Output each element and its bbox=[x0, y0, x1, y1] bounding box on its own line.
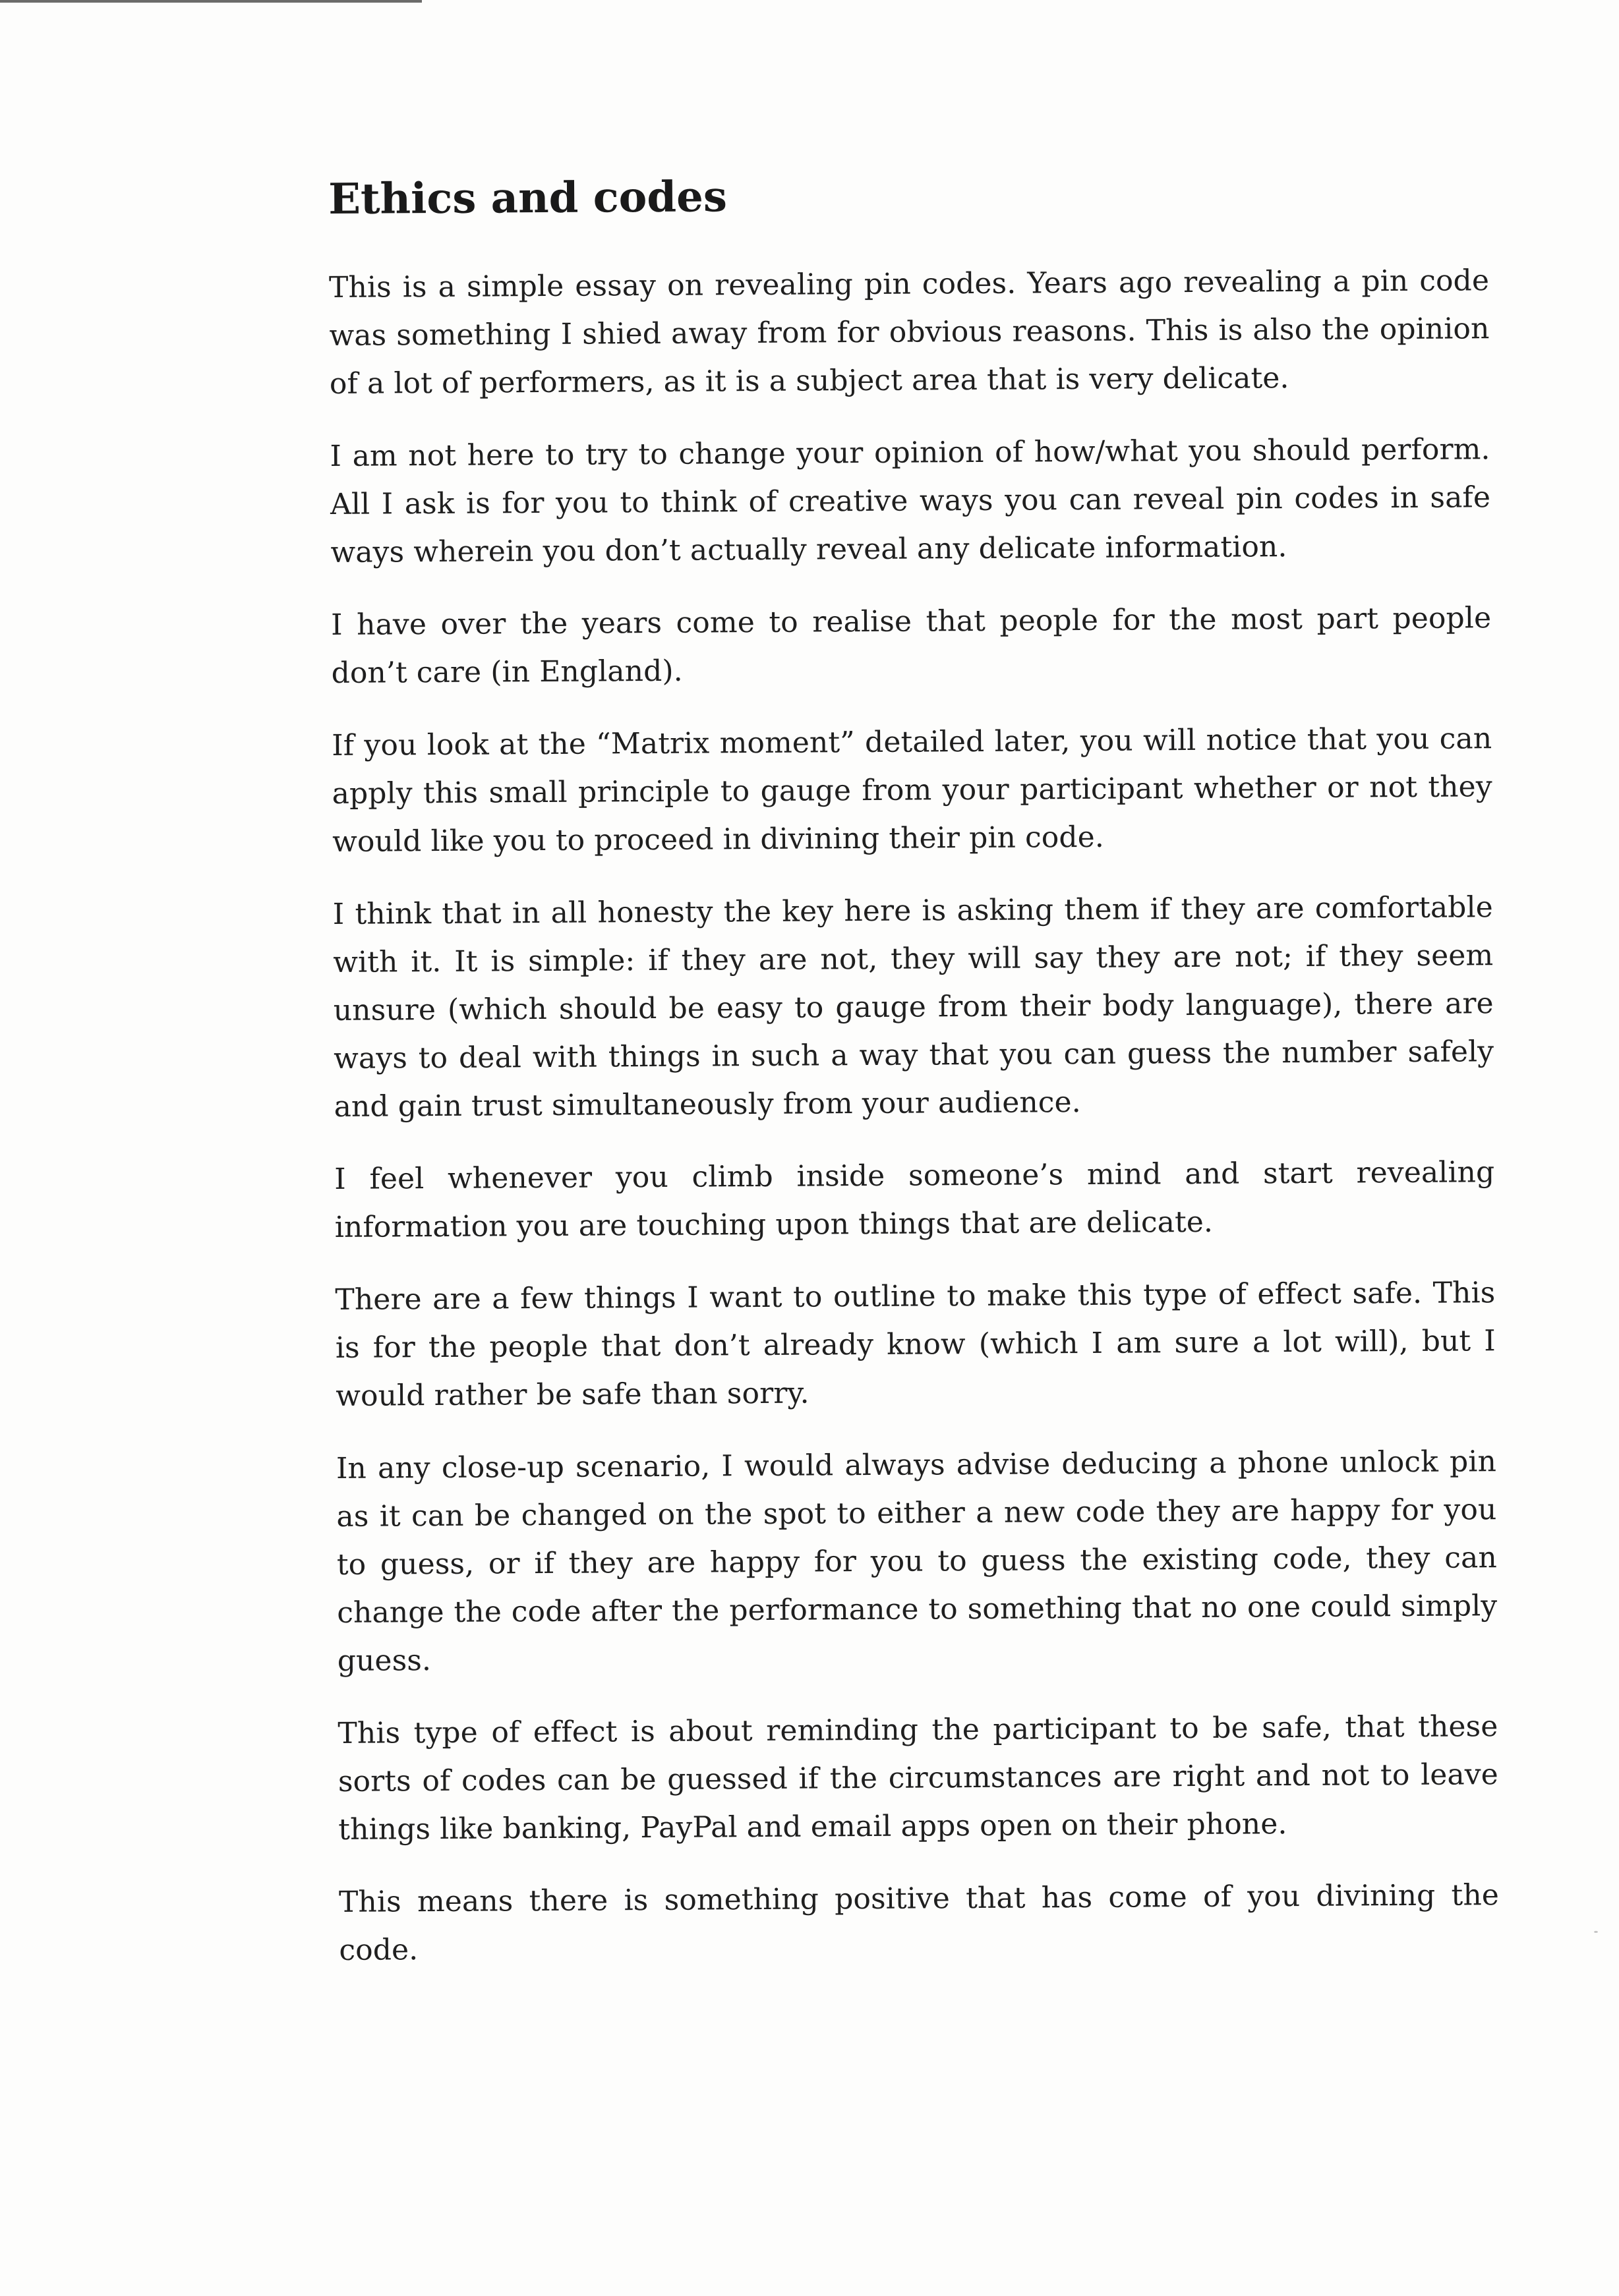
paragraph-10: This means there is something positive that has come of you divining the code. bbox=[338, 1878, 1500, 1968]
paragraph-6: I feel whenever you climb inside someone’s mind and start revealing information you are touching upon things that are delicate. bbox=[334, 1155, 1495, 1245]
document-body bbox=[328, 169, 1500, 1999]
paragraph-9: This type of effect is about reminding the participant to be safe, that these sorts of codes can be guessed if the circumstances are right and not to leave things like banking, PayPal and email apps open on their phone. bbox=[338, 1709, 1499, 1847]
paragraph-5: I think that in all honesty the key here is asking them if they are comfortable with it. It is simple: if they are not, they will say they are not; if they seem unsure (which should be easy to gauge from their body language), there are ways to deal with things in such a way that you can guess the number safely and gain trust simultaneously from your audience. bbox=[332, 890, 1494, 1124]
page-title: Ethics and codes bbox=[328, 172, 728, 224]
paragraph-2: I am not here to try to change your opinion of how/what you should perform. All I ask is for you to think of creative ways you can reveal pin codes in safe ways wherein you don’t actually reveal any delicate information. bbox=[330, 432, 1491, 570]
paragraph-8: In any close-up scenario, I would always advise deducing a phone unlock pin as it can be changed on the spot to either a new code they are happy for you to guess, or if they are happy for you to guess the existing code, they can change the code after the performance to something that no one could simply guess. bbox=[336, 1445, 1498, 1679]
paragraph-4: If you look at the “Matrix moment” detailed later, you will notice that you can apply this small principle to gauge from your participant whether or not they would like you to proceed in divining their pin code. bbox=[332, 722, 1492, 859]
paragraph-7: There are a few things I want to outline to make this type of effect safe. This is for the people that don’t already know (which I am sure a lot will), but I would rather be safe than sorry. bbox=[335, 1276, 1496, 1414]
paragraph-1: This is a simple essay on revealing pin codes. Years ago revealing a pin code was something I shied away from for obvious reasons. This is also the opinion of a lot of performers, as it is a subject area that is very delicate. bbox=[328, 264, 1490, 401]
paragraph-3: I have over the years come to realise that people for the most part people don’t care (in England). bbox=[331, 601, 1492, 691]
scan-edge-mark bbox=[0, 0, 422, 3]
scan-speck bbox=[1594, 1931, 1598, 1933]
